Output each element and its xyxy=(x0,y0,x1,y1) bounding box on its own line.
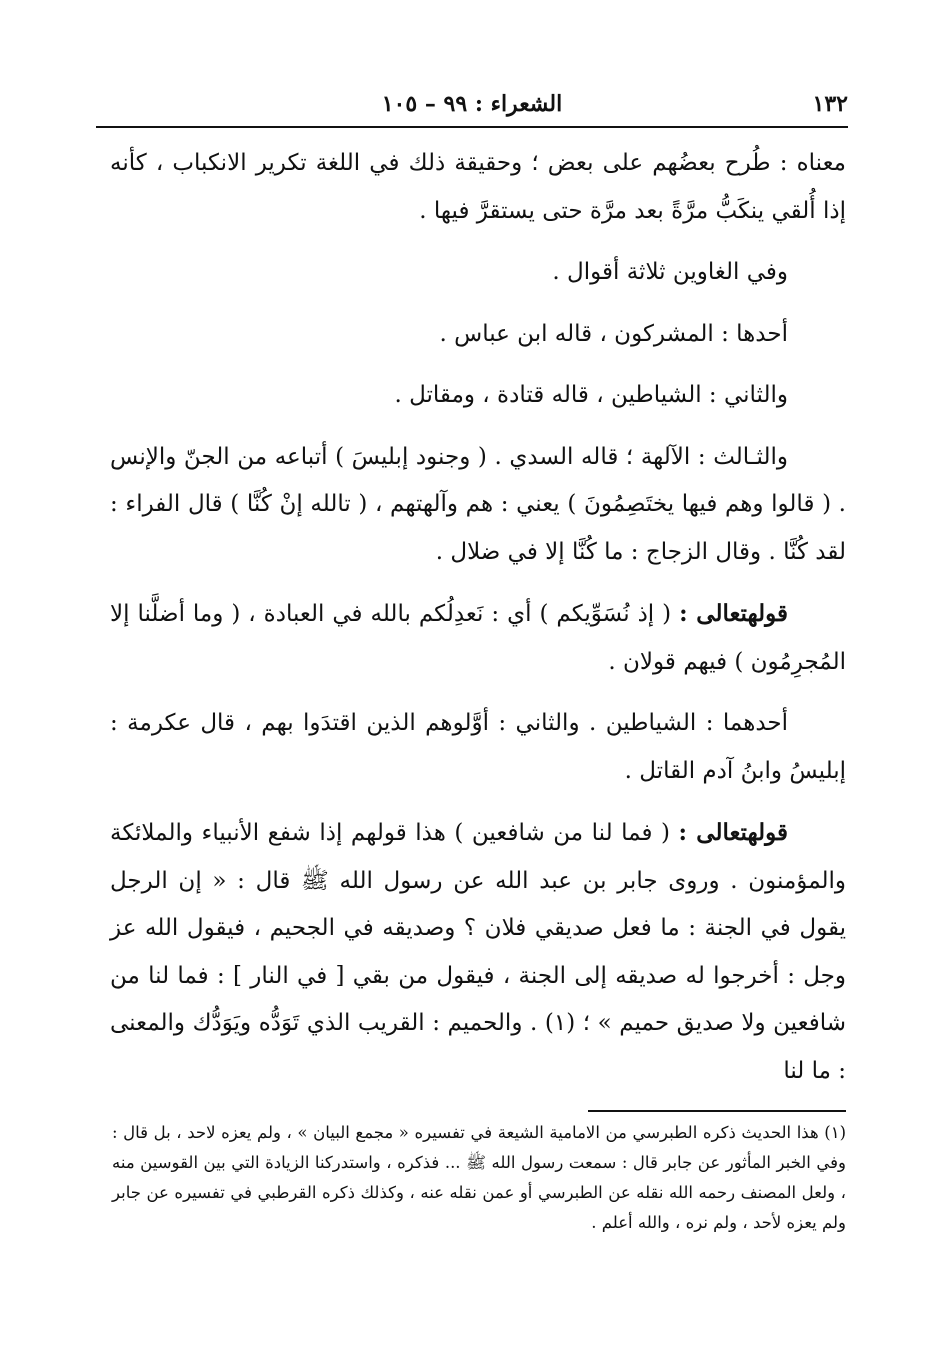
paragraph xyxy=(110,372,846,420)
page-header xyxy=(96,84,848,124)
paragraph-text: ( إذ نُسَوِّيكم ) أي : نَعدِلُكم بالله في العبادة ، ( وما أضلَّنا إلا المُجرِمُون ) فيهم قولان . xyxy=(110,601,846,675)
footnote xyxy=(112,1118,846,1238)
surah-reference: الشعراء : ٩٩ – ١٠٥ xyxy=(381,91,563,117)
verse-lead: قولهتعالى : xyxy=(679,600,788,627)
paragraph-text: أحدها : المشركون ، قاله ابن عباس . xyxy=(439,320,788,347)
main-text xyxy=(110,140,846,1109)
page-number: ١٣٢ xyxy=(812,91,848,117)
paragraph xyxy=(110,434,846,577)
paragraph xyxy=(110,311,846,359)
paragraph xyxy=(110,140,846,235)
footnote-text: (١) هذا الحديث ذكره الطبرسي من الامامية الشيعة في تفسيره « مجمع البيان » ، ولم يعزه لاحد ، بل قال : وفي الخبر المأثور عن جابر قال : سمعت رسول الله ﷺ ... فذكره ، واستدركنا الزيادة التي بين القوسين منه ، ولعل المصنف رحمه الله نقله عن الطبرسي أو عمن نقله عنه ، وكذلك ذكره القرطبي في تفسيره عن جابر ولم يعزه لأحد ، ولم نره ، والله أعلم . xyxy=(112,1123,846,1232)
footnote-divider xyxy=(588,1110,846,1112)
paragraph xyxy=(110,700,846,795)
verse-lead: قولهتعالى : xyxy=(678,819,788,846)
paragraph xyxy=(110,249,846,297)
paragraph-text: وفي الغاوين ثلاثة أقوال . xyxy=(552,259,788,285)
paragraph xyxy=(110,590,846,686)
paragraph xyxy=(110,809,846,1095)
paragraph-text: ( فما لنا من شافعين ) هذا قولهم إذا شفع الأنبياء والملائكة والمؤمنون . وروى جابر بن عبد الله عن رسول الله ﷺ قال : « إن الرجل يقول في الجنة : ما فعل صديقي فلان ؟ وصديقه في الجحيم ، فيقول الله عز وجل : أخرجوا له صديقه إلى الجنة ، فيقول من بقي [ في النار ] : فما لنا من شافعين ولا صديق حميم » ؛ (١) . والحميم : القريب الذي تَوَدُّه ويَوَدُّك والمعنى : ما لنا xyxy=(110,820,846,1084)
header-divider xyxy=(96,126,848,128)
paragraph-text: أحدهما : الشياطين . والثاني : أوَّلوهم الذين اقتدَوا بهم ، قال عكرمة : إبليسُ وابنُ آدم القاتل . xyxy=(110,710,846,784)
paragraph-text: والثاني : الشياطين ، قاله قتادة ، ومقاتل . xyxy=(394,382,788,408)
paragraph-text: معناه : طُرح بعضُهم على بعض ؛ وحقيقة ذلك في اللغة تكرير الانكباب ، كأنه إذا أُلقي ينكَبُّ مرَّةً بعد مرَّة حتى يستقرَّ فيها . xyxy=(110,150,846,224)
paragraph-text: والثـالث : الآلهة ؛ قاله السدي . ( وجنود إبليسَ ) أتباعه من الجنّ والإنس . ( قالوا وهم فيها يختَصِمُونَ ) يعني : هم وآلهتهم ، ( تالله إنْ كُنَّا ) قال الفراء : لقد كُنَّا . وقال الزجاج : ما كُنَّا إلا في ضلال . xyxy=(110,443,846,565)
